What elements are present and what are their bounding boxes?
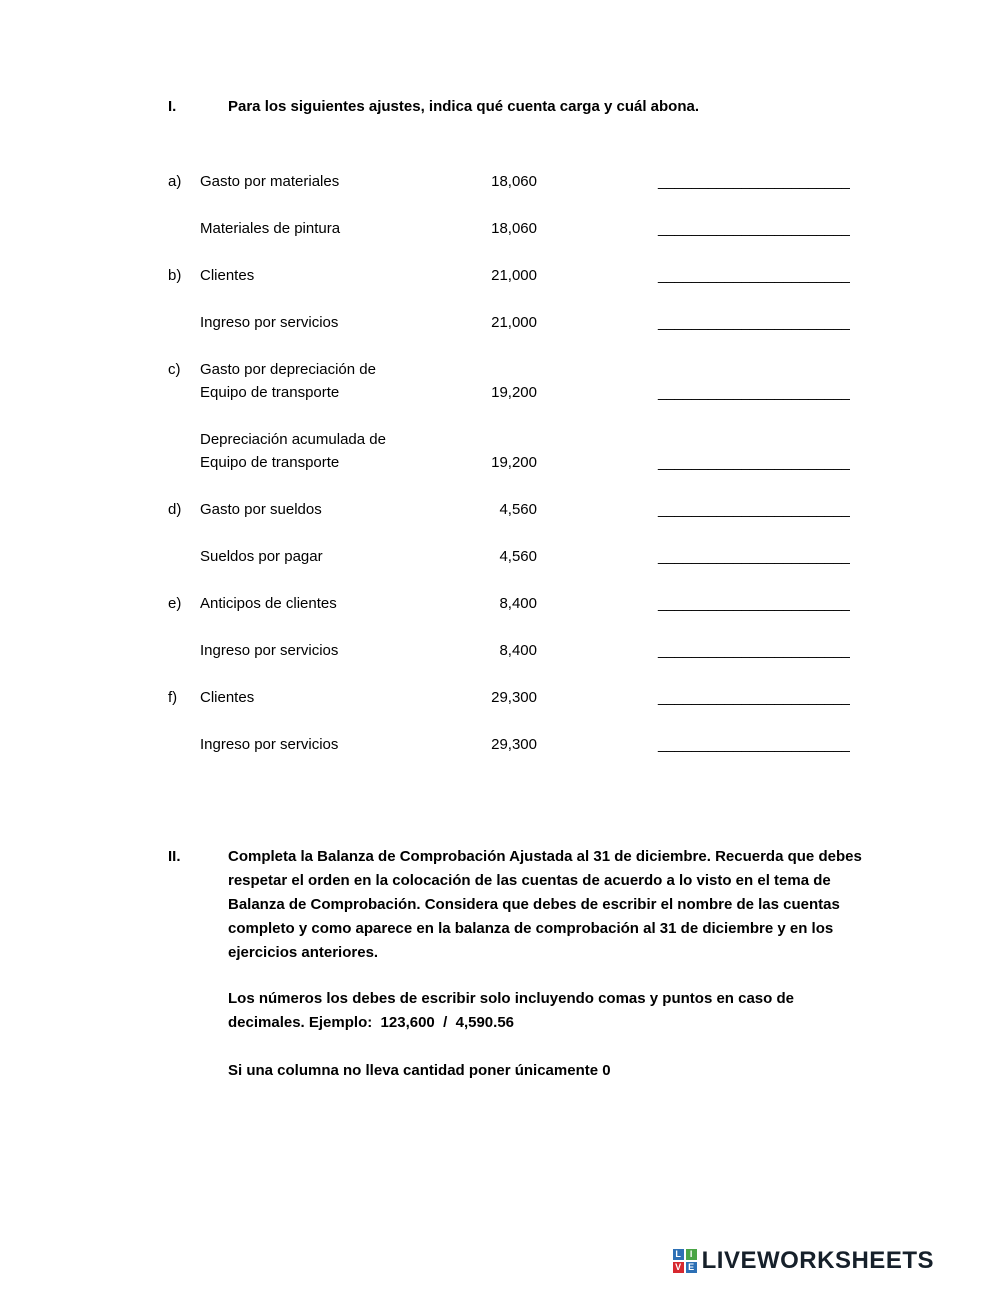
account-name — [200, 428, 452, 474]
logo-square-v: V — [673, 1262, 684, 1273]
section-1 — [168, 95, 878, 780]
account-name — [200, 498, 452, 521]
adjustment-row — [168, 733, 878, 756]
section-1-title: Para los siguientes ajustes, indica qué cuenta carga y cuál abona. — [228, 98, 700, 115]
account-name-line1: Ingreso por servicios — [200, 736, 339, 753]
answer-blank[interactable]: _______________________ — [658, 267, 850, 284]
amount-value: 29,300 — [491, 736, 537, 753]
logo-square-i: I — [686, 1249, 697, 1260]
item-marker: b) — [168, 267, 182, 284]
item-marker: f) — [168, 689, 178, 706]
account-name-line1: Gasto por sueldos — [200, 501, 322, 518]
answer-blank[interactable]: _______________________ — [658, 173, 850, 190]
account-name-line1: Gasto por depreciación de — [200, 361, 376, 378]
answer-blank[interactable]: _______________________ — [658, 220, 850, 237]
section-2-instructions: Completa la Balanza de Comprobación Ajustada al 31 de diciembre. Recuerda que debes respetar el orden en la colocación de las cuentas de acuerdo a lo visto en el tema de Balanza de Comprobación. Considera que debes de escribir el nombre de las cuentas completo y como aparece en la balanza de comprobación al 31 de diciembre y en los ejercicios anteriores. — [228, 848, 862, 961]
answer-blank[interactable]: _______________________ — [658, 595, 850, 612]
account-name — [200, 264, 452, 287]
liveworksheets-logo-icon — [673, 1249, 697, 1273]
item-marker: a) — [168, 173, 182, 190]
account-name — [200, 217, 452, 240]
account-name — [200, 592, 452, 615]
logo-square-l: L — [673, 1249, 684, 1260]
amount-value: 29,300 — [491, 689, 537, 706]
section-1-number: I. — [168, 98, 177, 115]
account-name — [200, 311, 452, 334]
section-2-heading — [168, 845, 878, 1083]
account-name — [200, 170, 452, 193]
answer-blank[interactable]: _______________________ — [658, 314, 850, 331]
amount-value: 19,200 — [491, 454, 537, 471]
section-2-number-format-note: Los números los debes de escribir solo incluyendo comas y puntos en caso de decimales. Ejemplo: 123,600 / 4,590.56 — [228, 990, 799, 1031]
adjustment-row — [168, 358, 878, 404]
section-2-body — [228, 845, 873, 1083]
account-name-line1: Ingreso por servicios — [200, 314, 339, 331]
account-name-line1: Clientes — [200, 267, 255, 284]
adjustment-row — [168, 592, 878, 615]
account-name-line1: Materiales de pintura — [200, 220, 341, 237]
adjustment-row — [168, 545, 878, 568]
account-name-line1: Gasto por materiales — [200, 173, 340, 190]
adjustment-row — [168, 686, 878, 709]
account-name-line1: Depreciación acumulada de — [200, 431, 386, 448]
item-marker: d) — [168, 501, 182, 518]
logo-square-e: E — [686, 1262, 697, 1273]
account-name-line1: Anticipos de clientes — [200, 595, 337, 612]
amount-value: 21,000 — [491, 267, 537, 284]
account-name-line1: Ingreso por servicios — [200, 642, 339, 659]
adjustment-row — [168, 311, 878, 334]
adjustment-row — [168, 217, 878, 240]
amount-value: 18,060 — [491, 220, 537, 237]
amount-value: 21,000 — [491, 314, 537, 331]
account-name-line1: Sueldos por pagar — [200, 548, 323, 565]
account-name — [200, 686, 452, 709]
section-2-number: II. — [168, 848, 181, 865]
section-1-heading — [168, 95, 878, 118]
liveworksheets-wordmark: LIVEWORKSHEETS — [701, 1247, 934, 1274]
answer-blank[interactable]: _______________________ — [658, 689, 850, 706]
adjustment-row — [168, 639, 878, 662]
liveworksheets-footer — [673, 1249, 934, 1273]
adjustment-row — [168, 170, 878, 193]
answer-blank[interactable]: _______________________ — [658, 384, 850, 401]
adjustment-row — [168, 428, 878, 474]
section-2-zero-note: Si una columna no lleva cantidad poner únicamente 0 — [228, 1062, 611, 1079]
amount-value: 18,060 — [491, 173, 537, 190]
item-marker: e) — [168, 595, 182, 612]
amount-value: 19,200 — [491, 384, 537, 401]
account-name — [200, 733, 452, 756]
answer-blank[interactable]: _______________________ — [658, 548, 850, 565]
adjustment-row — [168, 264, 878, 287]
adjustments-list — [168, 170, 878, 756]
answer-blank[interactable]: _______________________ — [658, 454, 850, 471]
amount-value: 8,400 — [499, 595, 537, 612]
account-name — [200, 358, 452, 404]
answer-blank[interactable]: _______________________ — [658, 501, 850, 518]
answer-blank[interactable]: _______________________ — [658, 642, 850, 659]
item-marker: c) — [168, 361, 181, 378]
amount-value: 4,560 — [499, 501, 537, 518]
account-name — [200, 639, 452, 662]
amount-value: 4,560 — [499, 548, 537, 565]
adjustment-row — [168, 498, 878, 521]
amount-value: 8,400 — [499, 642, 537, 659]
answer-blank[interactable]: _______________________ — [658, 736, 850, 753]
account-name-line1: Clientes — [200, 689, 255, 706]
account-name-line2: Equipo de transporte — [200, 384, 340, 401]
section-2 — [168, 845, 878, 1083]
account-name — [200, 545, 452, 568]
account-name-line2: Equipo de transporte — [200, 454, 340, 471]
